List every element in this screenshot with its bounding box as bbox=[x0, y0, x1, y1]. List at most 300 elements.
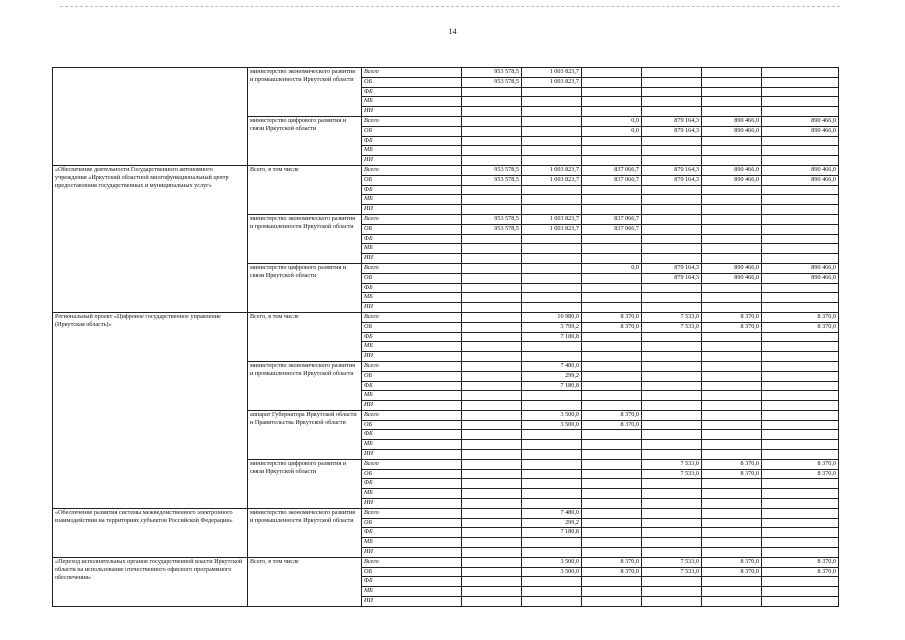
amount-cell bbox=[582, 479, 642, 489]
amount-cell bbox=[462, 381, 522, 391]
amount-cell bbox=[582, 68, 642, 78]
amount-cell bbox=[462, 450, 522, 460]
amount-cell bbox=[642, 185, 702, 195]
amount-cell bbox=[582, 195, 642, 205]
amount-cell bbox=[762, 587, 839, 597]
table-row bbox=[53, 165, 839, 175]
amount-cell bbox=[702, 597, 762, 607]
amount-cell bbox=[642, 499, 702, 509]
amount-cell: 8 370,0 bbox=[582, 410, 642, 420]
funding-source-cell: МБ bbox=[362, 293, 462, 303]
amount-cell bbox=[762, 548, 839, 558]
amount-cell bbox=[762, 214, 839, 224]
amount-cell bbox=[702, 156, 762, 166]
amount-cell bbox=[762, 283, 839, 293]
funding-source-cell: МБ bbox=[362, 489, 462, 499]
amount-cell: 879 164,3 bbox=[642, 116, 702, 126]
amount-cell: 953 578,5 bbox=[462, 165, 522, 175]
amount-cell bbox=[762, 352, 839, 362]
funding-source-cell: Всего bbox=[362, 263, 462, 273]
amount-cell bbox=[702, 283, 762, 293]
amount-cell bbox=[702, 361, 762, 371]
amount-cell bbox=[702, 499, 762, 509]
amount-cell bbox=[702, 195, 762, 205]
amount-cell bbox=[702, 440, 762, 450]
amount-cell bbox=[702, 97, 762, 107]
amount-cell bbox=[522, 489, 582, 499]
amount-cell bbox=[522, 254, 582, 264]
amount-cell bbox=[522, 195, 582, 205]
amount-cell: 8 370,0 bbox=[762, 557, 839, 567]
amount-cell: 7 180,8 bbox=[522, 381, 582, 391]
amount-cell bbox=[582, 440, 642, 450]
amount-cell: 0,0 bbox=[582, 263, 642, 273]
amount-cell bbox=[702, 332, 762, 342]
funding-source-cell: ОБ bbox=[362, 469, 462, 479]
amount-cell bbox=[462, 528, 522, 538]
amount-cell bbox=[702, 450, 762, 460]
funding-source-cell: МБ bbox=[362, 587, 462, 597]
amount-cell: 890 466,0 bbox=[762, 126, 839, 136]
amount-cell bbox=[762, 450, 839, 460]
amount-cell: 1 003 823,7 bbox=[522, 175, 582, 185]
amount-cell bbox=[522, 548, 582, 558]
amount-cell bbox=[582, 459, 642, 469]
amount-cell bbox=[762, 518, 839, 528]
funding-source-cell: МБ bbox=[362, 146, 462, 156]
amount-cell bbox=[582, 283, 642, 293]
program-cell: «Обеспечение деятельности Государственного автономного учреждения «Иркутский областной многофункциональный центр предоставления государственных и муниципальных услуг» bbox=[53, 165, 248, 312]
amount-cell: 3 500,0 bbox=[522, 410, 582, 420]
amount-cell: 890 466,0 bbox=[762, 165, 839, 175]
amount-cell bbox=[522, 116, 582, 126]
amount-cell bbox=[462, 205, 522, 215]
amount-cell bbox=[582, 156, 642, 166]
amount-cell bbox=[642, 548, 702, 558]
amount-cell bbox=[702, 68, 762, 78]
amount-cell bbox=[762, 97, 839, 107]
funding-source-cell: ФБ bbox=[362, 479, 462, 489]
amount-cell: 8 370,0 bbox=[702, 557, 762, 567]
table-row bbox=[53, 68, 839, 78]
amount-cell bbox=[462, 410, 522, 420]
amount-cell bbox=[462, 244, 522, 254]
amount-cell: 8 370,0 bbox=[762, 567, 839, 577]
funding-source-cell: ОБ bbox=[362, 126, 462, 136]
amount-cell bbox=[762, 185, 839, 195]
funding-source-cell: ИИ bbox=[362, 156, 462, 166]
budget-table-body bbox=[53, 68, 839, 607]
amount-cell bbox=[462, 557, 522, 567]
amount-cell: 299,2 bbox=[522, 518, 582, 528]
amount-cell bbox=[582, 469, 642, 479]
amount-cell bbox=[462, 479, 522, 489]
amount-cell bbox=[522, 263, 582, 273]
amount-cell bbox=[582, 352, 642, 362]
funding-source-cell: Всего bbox=[362, 459, 462, 469]
amount-cell: 7 533,0 bbox=[642, 459, 702, 469]
amount-cell bbox=[522, 352, 582, 362]
program-cell: Региональный проект «Цифровое государственное управление (Иркутская область)» bbox=[53, 312, 248, 508]
amount-cell bbox=[762, 224, 839, 234]
amount-cell bbox=[642, 224, 702, 234]
funding-source-cell: МБ bbox=[362, 538, 462, 548]
program-cell: «Обеспечение развития системы межведомственного электронного взаимодействия на территориях субъектов Российской Федерации» bbox=[53, 508, 248, 557]
amount-cell bbox=[582, 77, 642, 87]
funding-source-cell: ОБ bbox=[362, 420, 462, 430]
amount-cell bbox=[642, 342, 702, 352]
executor-cell: Всего, в том числе bbox=[248, 557, 362, 606]
page-top-rule bbox=[60, 6, 840, 7]
funding-source-cell: ФБ bbox=[362, 430, 462, 440]
amount-cell: 8 370,0 bbox=[702, 459, 762, 469]
amount-cell bbox=[642, 420, 702, 430]
amount-cell bbox=[582, 146, 642, 156]
executor-cell: министерство цифрового развития и связи Иркутской области bbox=[248, 116, 362, 165]
amount-cell: 0,0 bbox=[582, 126, 642, 136]
amount-cell bbox=[462, 538, 522, 548]
amount-cell bbox=[522, 577, 582, 587]
amount-cell: 1 003 823,7 bbox=[522, 224, 582, 234]
amount-cell bbox=[462, 401, 522, 411]
amount-cell bbox=[702, 508, 762, 518]
amount-cell bbox=[642, 489, 702, 499]
amount-cell bbox=[642, 254, 702, 264]
amount-cell bbox=[582, 371, 642, 381]
funding-source-cell: ОБ bbox=[362, 567, 462, 577]
amount-cell bbox=[762, 401, 839, 411]
amount-cell bbox=[462, 146, 522, 156]
amount-cell bbox=[702, 244, 762, 254]
amount-cell bbox=[762, 499, 839, 509]
funding-source-cell: Всего bbox=[362, 68, 462, 78]
amount-cell bbox=[522, 440, 582, 450]
amount-cell bbox=[522, 391, 582, 401]
funding-source-cell: ФБ bbox=[362, 332, 462, 342]
amount-cell bbox=[642, 371, 702, 381]
amount-cell bbox=[462, 97, 522, 107]
funding-source-cell: Всего bbox=[362, 312, 462, 322]
amount-cell bbox=[702, 381, 762, 391]
amount-cell: 890 466,0 bbox=[762, 273, 839, 283]
amount-cell bbox=[462, 440, 522, 450]
amount-cell: 3 500,0 bbox=[522, 567, 582, 577]
budget-table bbox=[52, 67, 839, 607]
amount-cell bbox=[642, 234, 702, 244]
executor-cell: министерство экономического развития и промышленности Иркутской области bbox=[248, 508, 362, 557]
amount-cell bbox=[522, 587, 582, 597]
amount-cell bbox=[762, 136, 839, 146]
executor-cell: министерство экономического развития и промышленности Иркутской области bbox=[248, 361, 362, 410]
amount-cell bbox=[702, 548, 762, 558]
amount-cell bbox=[702, 587, 762, 597]
funding-source-cell: ИИ bbox=[362, 205, 462, 215]
amount-cell bbox=[702, 205, 762, 215]
amount-cell bbox=[702, 146, 762, 156]
funding-source-cell: ИИ bbox=[362, 303, 462, 313]
funding-source-cell: Всего bbox=[362, 557, 462, 567]
amount-cell: 879 164,3 bbox=[642, 165, 702, 175]
amount-cell: 7 533,0 bbox=[642, 322, 702, 332]
amount-cell bbox=[522, 401, 582, 411]
funding-source-cell: ФБ bbox=[362, 87, 462, 97]
amount-cell bbox=[462, 254, 522, 264]
amount-cell bbox=[522, 87, 582, 97]
amount-cell: 10 980,0 bbox=[522, 312, 582, 322]
amount-cell: 879 164,3 bbox=[642, 273, 702, 283]
amount-cell bbox=[462, 430, 522, 440]
funding-source-cell: ИИ bbox=[362, 499, 462, 509]
amount-cell bbox=[462, 567, 522, 577]
amount-cell: 837 066,7 bbox=[582, 165, 642, 175]
amount-cell bbox=[702, 293, 762, 303]
amount-cell bbox=[582, 587, 642, 597]
amount-cell bbox=[582, 391, 642, 401]
amount-cell: 7 480,0 bbox=[522, 361, 582, 371]
funding-source-cell: ОБ bbox=[362, 273, 462, 283]
funding-source-cell: Всего bbox=[362, 214, 462, 224]
amount-cell: 890 466,0 bbox=[702, 165, 762, 175]
table-row bbox=[53, 508, 839, 518]
amount-cell: 8 370,0 bbox=[762, 459, 839, 469]
amount-cell bbox=[642, 214, 702, 224]
funding-source-cell: ФБ bbox=[362, 283, 462, 293]
amount-cell: 1 003 823,7 bbox=[522, 165, 582, 175]
amount-cell bbox=[462, 107, 522, 117]
amount-cell: 8 370,0 bbox=[582, 322, 642, 332]
amount-cell bbox=[462, 234, 522, 244]
amount-cell bbox=[582, 87, 642, 97]
amount-cell bbox=[642, 244, 702, 254]
amount-cell: 8 370,0 bbox=[582, 567, 642, 577]
amount-cell bbox=[462, 332, 522, 342]
amount-cell bbox=[462, 185, 522, 195]
amount-cell bbox=[582, 293, 642, 303]
funding-source-cell: ОБ bbox=[362, 322, 462, 332]
amount-cell bbox=[642, 410, 702, 420]
amount-cell bbox=[762, 342, 839, 352]
amount-cell bbox=[642, 146, 702, 156]
amount-cell bbox=[642, 195, 702, 205]
amount-cell bbox=[522, 293, 582, 303]
amount-cell bbox=[462, 156, 522, 166]
amount-cell bbox=[522, 450, 582, 460]
amount-cell bbox=[582, 361, 642, 371]
amount-cell bbox=[762, 430, 839, 440]
amount-cell bbox=[582, 450, 642, 460]
amount-cell bbox=[522, 156, 582, 166]
amount-cell: 8 370,0 bbox=[702, 312, 762, 322]
amount-cell: 837 066,7 bbox=[582, 214, 642, 224]
amount-cell bbox=[462, 293, 522, 303]
amount-cell bbox=[522, 499, 582, 509]
amount-cell bbox=[462, 322, 522, 332]
amount-cell bbox=[702, 254, 762, 264]
executor-cell: министерство экономического развития и промышленности Иркутской области bbox=[248, 214, 362, 263]
amount-cell bbox=[522, 136, 582, 146]
funding-source-cell: ИИ bbox=[362, 597, 462, 607]
amount-cell bbox=[582, 401, 642, 411]
amount-cell bbox=[582, 597, 642, 607]
amount-cell bbox=[762, 195, 839, 205]
amount-cell: 953 578,5 bbox=[462, 175, 522, 185]
amount-cell bbox=[642, 450, 702, 460]
funding-source-cell: ФБ bbox=[362, 577, 462, 587]
amount-cell bbox=[462, 352, 522, 362]
amount-cell bbox=[582, 548, 642, 558]
amount-cell: 837 066,7 bbox=[582, 224, 642, 234]
amount-cell bbox=[582, 107, 642, 117]
amount-cell: 953 578,5 bbox=[462, 224, 522, 234]
amount-cell bbox=[522, 244, 582, 254]
amount-cell: 879 164,3 bbox=[642, 263, 702, 273]
amount-cell bbox=[522, 342, 582, 352]
amount-cell bbox=[462, 459, 522, 469]
executor-cell: Всего, в том числе bbox=[248, 165, 362, 214]
amount-cell bbox=[762, 538, 839, 548]
amount-cell bbox=[642, 430, 702, 440]
amount-cell bbox=[642, 538, 702, 548]
amount-cell bbox=[642, 293, 702, 303]
amount-cell bbox=[582, 273, 642, 283]
amount-cell bbox=[642, 107, 702, 117]
table-row bbox=[53, 557, 839, 567]
amount-cell bbox=[522, 459, 582, 469]
amount-cell bbox=[642, 303, 702, 313]
amount-cell bbox=[582, 303, 642, 313]
amount-cell bbox=[762, 254, 839, 264]
amount-cell bbox=[582, 508, 642, 518]
amount-cell bbox=[762, 293, 839, 303]
amount-cell bbox=[702, 234, 762, 244]
amount-cell bbox=[702, 352, 762, 362]
amount-cell bbox=[462, 195, 522, 205]
amount-cell bbox=[582, 538, 642, 548]
amount-cell: 3 500,0 bbox=[522, 557, 582, 567]
amount-cell bbox=[762, 508, 839, 518]
funding-source-cell: ИИ bbox=[362, 548, 462, 558]
amount-cell bbox=[582, 234, 642, 244]
amount-cell bbox=[462, 263, 522, 273]
amount-cell bbox=[762, 332, 839, 342]
amount-cell bbox=[522, 126, 582, 136]
amount-cell bbox=[642, 479, 702, 489]
amount-cell bbox=[642, 361, 702, 371]
amount-cell bbox=[582, 577, 642, 587]
funding-source-cell: ФБ bbox=[362, 136, 462, 146]
amount-cell bbox=[462, 116, 522, 126]
amount-cell bbox=[582, 332, 642, 342]
amount-cell bbox=[462, 342, 522, 352]
funding-source-cell: МБ bbox=[362, 195, 462, 205]
amount-cell bbox=[762, 479, 839, 489]
amount-cell bbox=[762, 489, 839, 499]
amount-cell bbox=[702, 87, 762, 97]
amount-cell bbox=[582, 430, 642, 440]
funding-source-cell: ОБ bbox=[362, 77, 462, 87]
funding-source-cell: ИИ bbox=[362, 450, 462, 460]
amount-cell bbox=[522, 97, 582, 107]
amount-cell bbox=[462, 371, 522, 381]
amount-cell: 7 533,0 bbox=[642, 312, 702, 322]
amount-cell bbox=[462, 126, 522, 136]
amount-cell bbox=[522, 146, 582, 156]
amount-cell bbox=[462, 420, 522, 430]
amount-cell: 890 466,0 bbox=[762, 263, 839, 273]
funding-source-cell: ОБ bbox=[362, 371, 462, 381]
amount-cell: 7 533,0 bbox=[642, 469, 702, 479]
amount-cell: 890 466,0 bbox=[702, 175, 762, 185]
funding-source-cell: ИИ bbox=[362, 107, 462, 117]
amount-cell: 3 500,0 bbox=[522, 420, 582, 430]
program-cell: «Переход исполнительных органов государственной власти Иркутской области на использование отечественного офисного программного обеспечения» bbox=[53, 557, 248, 606]
amount-cell bbox=[582, 518, 642, 528]
amount-cell bbox=[762, 577, 839, 587]
amount-cell: 7 180,8 bbox=[522, 528, 582, 538]
amount-cell bbox=[702, 489, 762, 499]
amount-cell bbox=[522, 303, 582, 313]
amount-cell bbox=[642, 205, 702, 215]
amount-cell bbox=[582, 254, 642, 264]
amount-cell bbox=[462, 391, 522, 401]
amount-cell bbox=[522, 185, 582, 195]
amount-cell bbox=[642, 381, 702, 391]
amount-cell: 8 370,0 bbox=[582, 557, 642, 567]
amount-cell bbox=[642, 77, 702, 87]
amount-cell: 7 180,8 bbox=[522, 332, 582, 342]
amount-cell bbox=[702, 401, 762, 411]
amount-cell: 7 533,0 bbox=[642, 557, 702, 567]
funding-source-cell: ОБ bbox=[362, 224, 462, 234]
table-row bbox=[53, 312, 839, 322]
amount-cell bbox=[462, 361, 522, 371]
funding-source-cell: МБ bbox=[362, 244, 462, 254]
amount-cell: 953 578,5 bbox=[462, 214, 522, 224]
amount-cell bbox=[462, 136, 522, 146]
amount-cell: 7 480,0 bbox=[522, 508, 582, 518]
funding-source-cell: Всего bbox=[362, 361, 462, 371]
amount-cell bbox=[522, 273, 582, 283]
amount-cell: 890 466,0 bbox=[702, 116, 762, 126]
amount-cell bbox=[762, 303, 839, 313]
amount-cell bbox=[762, 146, 839, 156]
funding-source-cell: ФБ bbox=[362, 234, 462, 244]
funding-source-cell: Всего bbox=[362, 116, 462, 126]
amount-cell bbox=[702, 391, 762, 401]
amount-cell bbox=[462, 587, 522, 597]
amount-cell bbox=[582, 381, 642, 391]
amount-cell bbox=[702, 303, 762, 313]
amount-cell bbox=[762, 420, 839, 430]
amount-cell bbox=[642, 156, 702, 166]
amount-cell bbox=[702, 577, 762, 587]
amount-cell: 953 578,5 bbox=[462, 68, 522, 78]
amount-cell bbox=[582, 185, 642, 195]
funding-source-cell: ИИ bbox=[362, 352, 462, 362]
amount-cell bbox=[642, 440, 702, 450]
funding-source-cell: ИИ bbox=[362, 401, 462, 411]
amount-cell: 8 370,0 bbox=[702, 567, 762, 577]
amount-cell bbox=[642, 391, 702, 401]
amount-cell: 8 370,0 bbox=[762, 469, 839, 479]
funding-source-cell: ИИ bbox=[362, 254, 462, 264]
amount-cell bbox=[762, 410, 839, 420]
funding-source-cell: МБ bbox=[362, 440, 462, 450]
amount-cell bbox=[462, 499, 522, 509]
amount-cell bbox=[702, 518, 762, 528]
amount-cell bbox=[522, 430, 582, 440]
amount-cell: 1 003 823,7 bbox=[522, 77, 582, 87]
